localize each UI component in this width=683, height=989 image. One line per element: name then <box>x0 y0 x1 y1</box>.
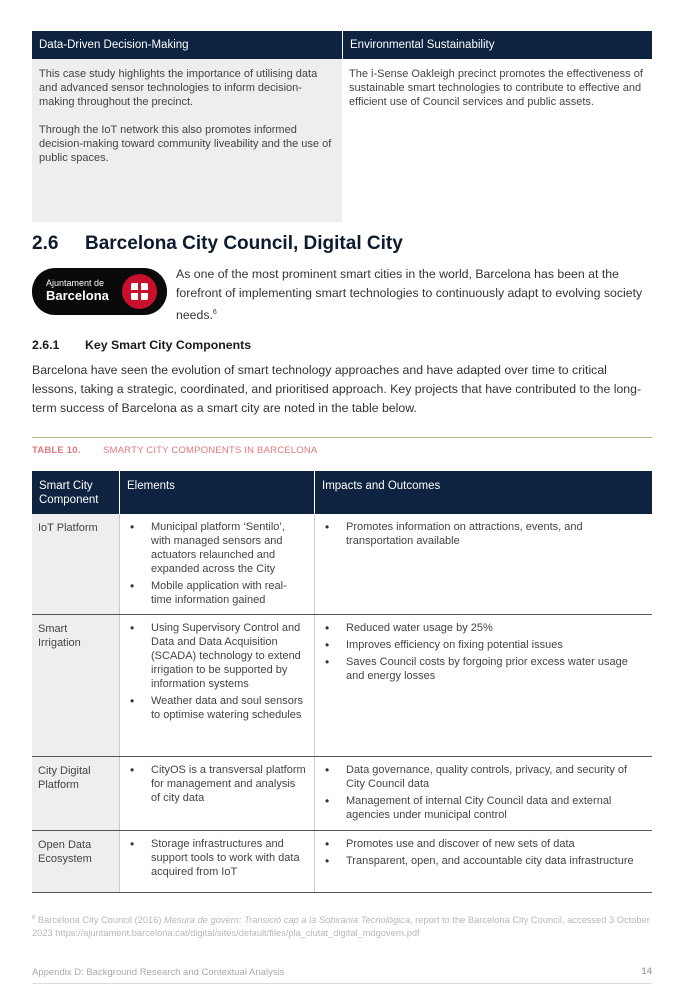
list-item: • Reduced water usage by 25% <box>325 621 644 635</box>
footnote <box>32 912 657 940</box>
list-item: • Saves Council costs by forgoing prior excess water usage and energy losses <box>325 655 644 683</box>
barcelona-logo <box>32 268 167 315</box>
impacts-cell <box>314 757 652 830</box>
summary-table-header <box>32 31 652 59</box>
table-caption <box>32 445 317 456</box>
section-title: Barcelona City Council, Digital City <box>85 233 403 254</box>
list-item: • Mobile application with real-time information gained <box>130 579 306 607</box>
elements-cell <box>119 831 314 892</box>
footnote-number: 6 <box>32 915 36 921</box>
header-impacts: Impacts and Outcomes <box>314 471 652 514</box>
impacts-cell <box>314 615 652 756</box>
list-item: • Promotes use and discover of new sets of data <box>325 837 644 851</box>
logo-text-line1: Ajuntament de <box>46 278 105 288</box>
footnote-italic-title: Mesura de govern: Transició cap a la Sobirania Tecnològica <box>164 915 411 926</box>
section-intro <box>176 265 646 325</box>
list-item: • Management of internal City Council data and external agencies under municipal control <box>325 794 644 822</box>
subsection-heading <box>32 338 251 352</box>
list-item: • Data governance, quality controls, privacy, and security of City Council data <box>325 763 644 791</box>
components-table <box>32 471 652 893</box>
table-row <box>32 757 652 831</box>
data-driven-paragraph-1: This case study highlights the importance of utilising data and advanced sensor technologies to inform decision-making throughout the precinct. <box>39 68 318 108</box>
elements-cell <box>119 514 314 614</box>
data-driven-paragraph-2: Through the IoT network this also promotes informed decision-making toward community liveability and the use of public spaces. <box>39 124 332 164</box>
subsection-number: 2.6.1 <box>32 338 60 352</box>
component-cell: Smart Irrigation <box>32 615 119 756</box>
list-item: • Municipal platform ‘Sentilo’, with managed sensors and actuators relaunched and expanded across the City <box>130 520 306 576</box>
list-item: • Promotes information on attractions, events, and transportation available <box>325 520 644 548</box>
list-item: • Storage infrastructures and support tools to work with data acquired from IoT <box>130 837 306 879</box>
summary-table-body <box>32 59 652 222</box>
footer-label: Appendix D: Background Research and Contextual Analysis <box>32 967 285 978</box>
component-cell: City Digital Platform <box>32 757 119 830</box>
list-item: • Improves efficiency on fixing potential issues <box>325 638 644 652</box>
subsection-paragraph: Barcelona have seen the evolution of smart technology approaches and have adapted over time to critical lessons, taking a strategic, coordinated, and prioritised approach. Key projects that have contributed to the long-term success of Barcelona as a smart city are noted in the table below. <box>32 363 642 415</box>
footer-divider <box>32 983 652 984</box>
components-table-header <box>32 471 652 514</box>
environmental-cell <box>342 59 652 222</box>
page-number: 14 <box>641 966 652 977</box>
environmental-paragraph: The i-Sense Oakleigh precinct promotes the effectiveness of sustainable smart technologies to contribute to effective and efficient use of Council services and public assets. <box>349 68 643 108</box>
footnote-suffix: , report to the Barcelona City Council, accessed 3 October 2023 https://ajuntament.barcelona.cat/digital/sites/default/files/pla_ciutat_digital_mdgovern.pdf <box>32 915 650 939</box>
component-cell: IoT Platform <box>32 514 119 614</box>
barcelona-seal-icon <box>122 274 157 309</box>
impacts-cell <box>314 831 652 892</box>
header-data-driven: Data-Driven Decision-Making <box>39 39 189 51</box>
list-item: • Transparent, open, and accountable city data infrastructure <box>325 854 644 868</box>
component-cell: Open Data Ecosystem <box>32 831 119 892</box>
elements-cell <box>119 757 314 830</box>
summary-table <box>32 31 652 222</box>
table-row <box>32 514 652 615</box>
impacts-cell <box>314 514 652 614</box>
table-row <box>32 831 652 893</box>
table-row <box>32 615 652 757</box>
list-item: • Weather data and soul sensors to optimise watering schedules <box>130 694 306 722</box>
data-driven-cell <box>32 59 342 222</box>
footnote-reference: 6 <box>212 309 217 316</box>
footnote-prefix: Barcelona City Council (2016) <box>35 915 165 926</box>
intro-text: As one of the most prominent smart cities in the world, Barcelona has been at the forefront of implementing smart technologies to continuously adapt to evolving society needs. <box>176 267 643 323</box>
header-component: Smart City Component <box>39 480 99 506</box>
list-item: • Using Supervisory Control and Data and Data Acquisition (SCADA) technology to extend irrigation to be supported by information systems <box>130 621 306 691</box>
header-environmental: Environmental Sustainability <box>342 31 652 59</box>
section-heading <box>32 233 403 255</box>
elements-cell <box>119 615 314 756</box>
subsection-title: Key Smart City Components <box>85 338 252 352</box>
divider <box>32 437 652 438</box>
section-number: 2.6 <box>32 233 59 254</box>
table-title: SMARTY CITY COMPONENTS IN BARCELONA <box>103 445 318 456</box>
list-item: • CityOS is a transversal platform for management and analysis of city data <box>130 763 306 805</box>
header-elements: Elements <box>119 471 314 514</box>
logo-text-line2: Barcelona <box>46 288 109 303</box>
table-number: TABLE 10. <box>32 445 81 456</box>
